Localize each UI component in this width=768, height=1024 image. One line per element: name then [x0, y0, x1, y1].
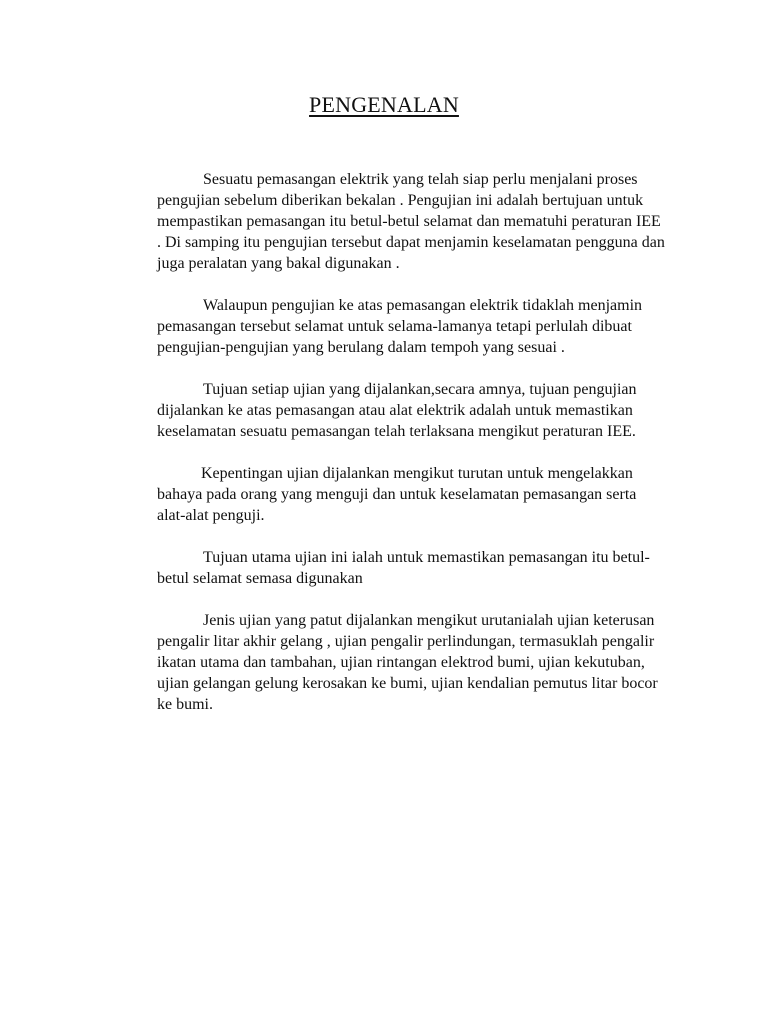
paragraph-2: Walaupun pengujian ke atas pemasangan elektrik tidaklah menjamin pemasangan tersebut selamat untuk selama-lamanya tetapi perlulah dibuat pengujian-pengujian yang berulang dalam tempoh yang sesuai .: [157, 297, 643, 356]
paragraph-6: Jenis ujian yang patut dijalankan mengikut urutanialah ujian keterusan pengalir litar akhir gelang , ujian pengalir perlindungan, termasuklah pengalir ikatan utama dan tambahan, ujian rintangan elektrod bumi, ujian kekutuban, ujian gelangan gelung kerosakan ke bumi, ujian kendalian pemutus litar bocor ke bumi.: [157, 612, 658, 713]
paragraph-3: Tujuan setiap ujian yang dijalankan,secara amnya, tujuan pengujian dijalankan ke atas pemasangan atau alat elektrik adalah untuk memastikan keselamatan sesuatu pemasangan telah terlaksana mengikut peraturan IEE.: [157, 381, 637, 440]
paragraph-1: Sesuatu pemasangan elektrik yang telah siap perlu menjalani proses pengujian sebelum diberikan bekalan . Pengujian ini adalah bertujuan untuk mempastikan pemasangan itu betul-betul selamat dan mematuhi peraturan IEE . Di samping itu pengujian tersebut dapat menjamin keselamatan pengguna dan juga peralatan yang bakal digunakan .: [157, 171, 665, 272]
document-body: [157, 169, 665, 736]
paragraph-4: Kepentingan ujian dijalankan mengikut turutan untuk mengelakkan bahaya pada orang yang menguji dan untuk keselamatan pemasangan serta alat-alat penguji.: [157, 465, 637, 524]
page-title: PENGENALAN: [309, 92, 459, 117]
paragraph-5: Tujuan utama ujian ini ialah untuk memastikan pemasangan itu betul-betul selamat semasa digunakan: [157, 549, 650, 587]
